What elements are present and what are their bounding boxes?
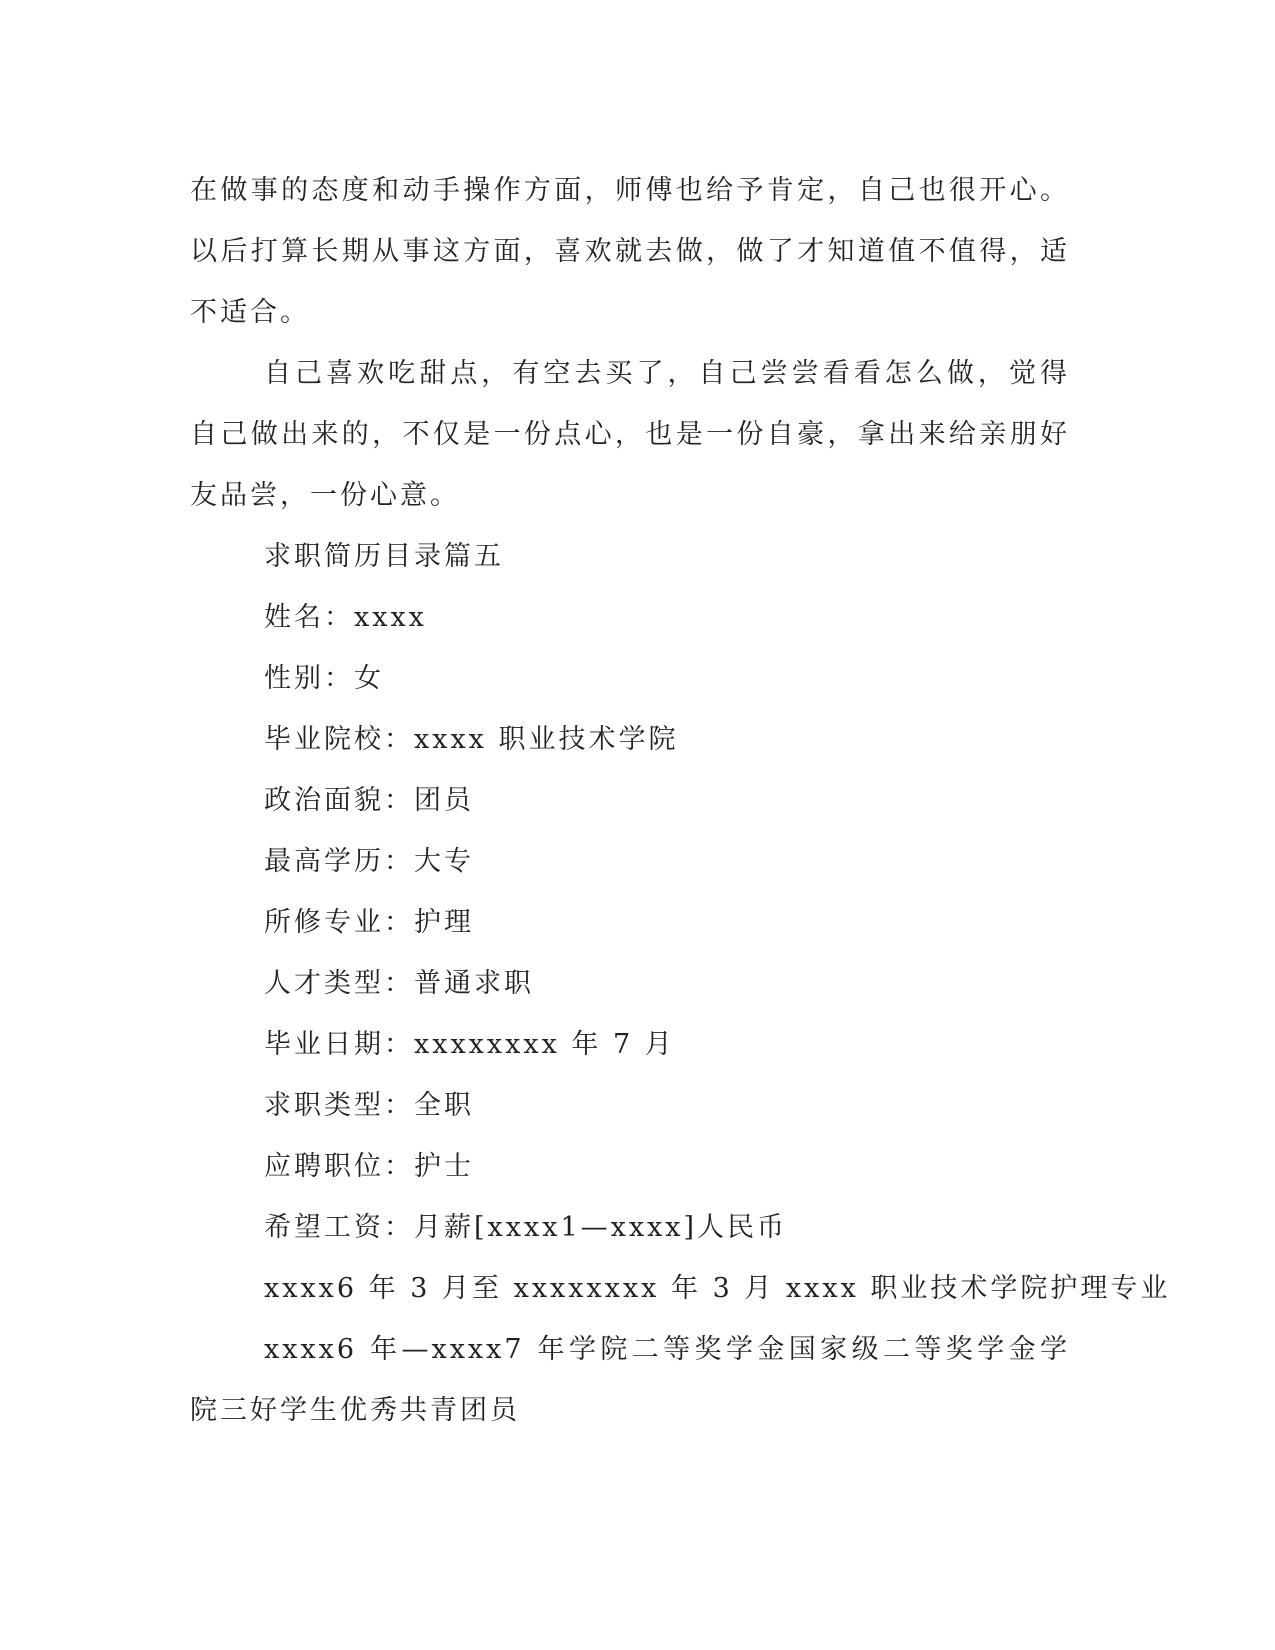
awards-paragraph: xxxx6 年—xxxx7 年学院二等奖学金国家级二等奖学金学院三好学生优秀共青团员 — [190, 1334, 1070, 1426]
paragraph-dessert-hobby: 自己喜欢吃甜点，有空去买了，自己尝尝看看怎么做，觉得自己做出来的，不仅是一份点心，也是一份自豪，拿出来给亲朋好友品尝，一份心意。 — [190, 358, 1070, 511]
section-title: 求职简历目录篇五 — [264, 541, 504, 572]
field-graduation-date: 毕业日期：xxxxxxxx 年 7 月 — [264, 1029, 675, 1060]
field-position: 应聘职位：护士 — [264, 1151, 474, 1182]
field-talent-type: 人才类型：普通求职 — [264, 968, 534, 999]
field-salary: 希望工资：月薪[xxxx1—xxxx]人民币 — [264, 1212, 788, 1243]
paragraph-work-attitude: 在做事的态度和动手操作方面，师傅也给予肯定，自己也很开心。以后打算长期从事这方面，喜欢就去做，做了才知道值不值得，适不适合。 — [190, 175, 1070, 328]
field-gender: 性别：女 — [264, 663, 384, 694]
field-education-level: 最高学历：大专 — [264, 846, 474, 877]
document-body — [190, 160, 1171, 1441]
field-political-status: 政治面貌：团员 — [264, 785, 474, 816]
field-job-type: 求职类型：全职 — [264, 1090, 474, 1121]
field-school: 毕业院校：xxxx 职业技术学院 — [264, 724, 679, 755]
field-name: 姓名：xxxx — [264, 602, 427, 633]
field-major: 所修专业：护理 — [264, 907, 474, 938]
education-history-line: xxxx6 年 3 月至 xxxxxxxx 年 3 月 xxxx 职业技术学院护理专业 — [264, 1273, 1171, 1304]
